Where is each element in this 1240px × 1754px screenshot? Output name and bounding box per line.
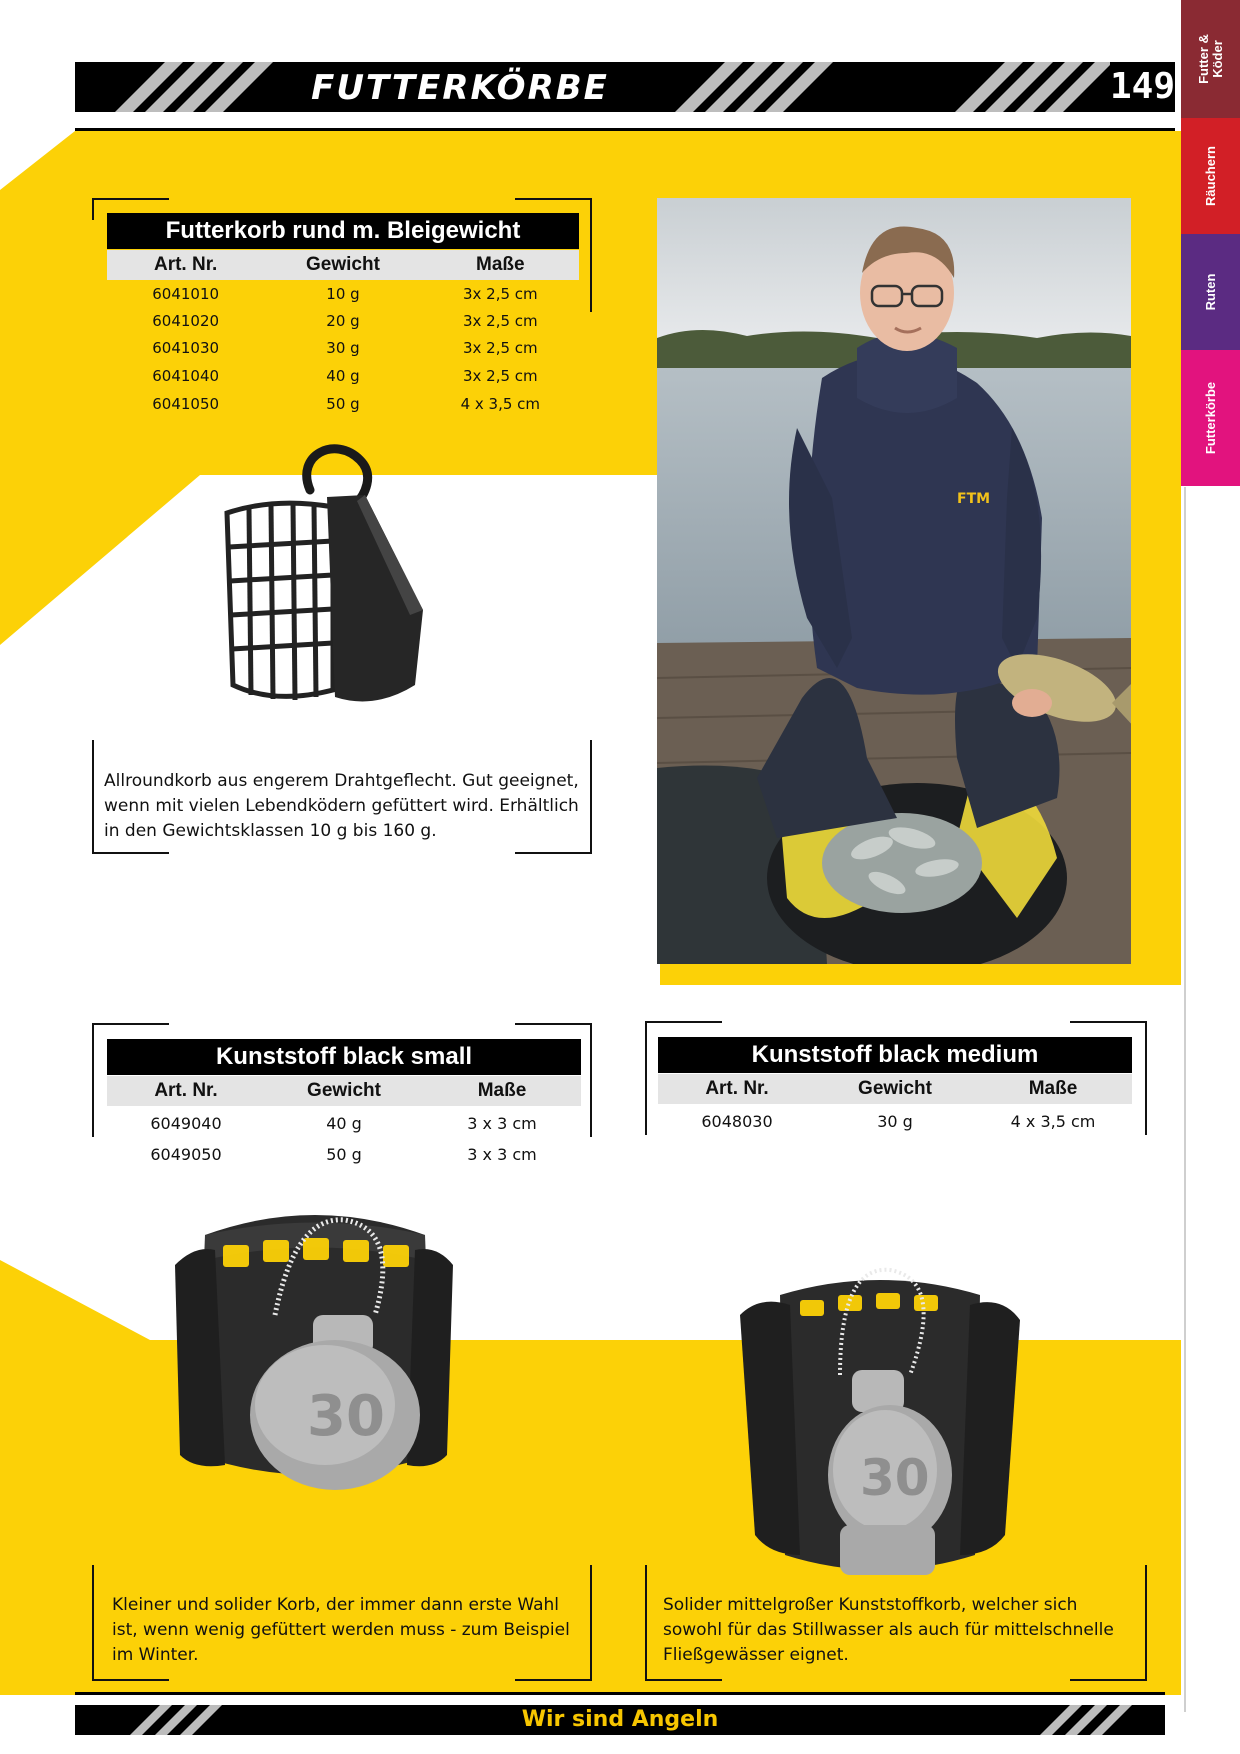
side-tab-ruten[interactable] [1181, 234, 1240, 350]
wire-feeder-image [215, 435, 455, 725]
small-table-header [107, 1076, 581, 1106]
cell-masse: 4 x 3,5 cm [1010, 1112, 1096, 1131]
table-row [107, 391, 579, 418]
cell-art-nr: 6041030 [152, 339, 220, 357]
medium-table-header [658, 1074, 1132, 1104]
round-table-title: Futterkorb rund m. Bleigewicht [107, 213, 579, 249]
cell-masse: 4 x 3,5 cm [460, 395, 541, 413]
cell-masse: 3 x 3 cm [467, 1114, 537, 1133]
side-tab-label: Ruten [1202, 273, 1218, 311]
cell-masse: 3x 2,5 cm [462, 339, 538, 357]
cell-gewicht: 40 g [326, 367, 360, 385]
table-row [107, 335, 579, 362]
description-line: Solider mittelgroßer Kunststoffkorb, welcher sich [663, 1595, 1078, 1615]
medium-table-title: Kunststoff black medium [658, 1037, 1132, 1073]
table-row [107, 1139, 581, 1170]
sinker-weight-label: 30 [860, 1449, 930, 1507]
cell-art-nr: 6048030 [701, 1112, 773, 1131]
page-title: FUTTERKÖRBE [311, 68, 609, 108]
round-description [104, 769, 594, 844]
column-header: Maße [477, 1080, 527, 1101]
table-row [107, 363, 579, 390]
plastic-feeder-small-image [175, 1205, 455, 1525]
cell-art-nr: 6041010 [152, 285, 220, 303]
table-row [107, 281, 579, 308]
cell-art-nr: 6049040 [150, 1114, 222, 1133]
footer-slogan: Wir sind Angeln [521, 1707, 719, 1732]
cell-gewicht: 50 g [326, 395, 360, 413]
side-tab-label: Futterkörbe [1202, 381, 1218, 455]
cell-art-nr: 6041020 [152, 312, 220, 330]
description-line: in den Gewichtsklassen 10 g bis 160 g. [104, 821, 437, 841]
column-header: Gewicht [306, 254, 380, 275]
table-row [658, 1106, 1132, 1137]
plastic-feeder-medium-image [740, 1265, 1020, 1595]
jacket-logo: FTM [957, 491, 991, 507]
description-line: Fließgewässer eignet. [663, 1645, 849, 1665]
cell-gewicht: 10 g [326, 285, 360, 303]
small-table-title: Kunststoff black small [107, 1039, 581, 1075]
side-rule [1184, 487, 1186, 1712]
column-header: Gewicht [858, 1078, 932, 1099]
column-header: Maße [476, 254, 525, 275]
description-line: Allroundkorb aus engerem Drahtgeflecht. Gut geeignet, [104, 771, 579, 791]
cell-masse: 3x 2,5 cm [462, 285, 538, 303]
side-tab-label: Futter & Köder [1195, 34, 1225, 84]
column-header: Art. Nr. [154, 1080, 218, 1101]
header-underline [75, 128, 1175, 131]
table-row [107, 1108, 581, 1139]
description-line: wenn mit vielen Lebendködern gefüttert wird. Erhältlich [104, 796, 579, 816]
cell-masse: 3x 2,5 cm [462, 367, 538, 385]
footer-line [75, 1692, 1165, 1695]
side-tab-futterkoerbe[interactable] [1181, 350, 1240, 486]
angler-photo [657, 198, 1131, 964]
description-line: im Winter. [112, 1645, 199, 1665]
cell-masse: 3 x 3 cm [467, 1145, 537, 1164]
cell-gewicht: 40 g [326, 1114, 362, 1133]
cell-masse: 3x 2,5 cm [462, 312, 538, 330]
column-header: Art. Nr. [705, 1078, 769, 1099]
side-tab-label: Räuchern [1202, 146, 1218, 206]
column-header: Maße [1028, 1078, 1078, 1099]
description-line: ist, wenn wenig gefüttert werden muss - zum Beispiel [112, 1620, 570, 1640]
round-table-header [107, 250, 579, 280]
sinker-weight-label: 30 [307, 1384, 385, 1449]
page-number: 149 [1110, 66, 1176, 107]
column-header: Gewicht [307, 1080, 381, 1101]
cell-gewicht: 30 g [877, 1112, 913, 1131]
cell-art-nr: 6041050 [152, 395, 220, 413]
description-line: sowohl für das Stillwasser als auch für mittelschnelle [663, 1620, 1114, 1640]
cell-gewicht: 20 g [326, 312, 360, 330]
column-header: Art. Nr. [153, 254, 218, 275]
cell-art-nr: 6049050 [150, 1145, 222, 1164]
small-description [112, 1593, 582, 1668]
side-tab-raeuchern[interactable] [1181, 118, 1240, 234]
medium-description [663, 1593, 1143, 1668]
table-row [107, 308, 579, 335]
cell-art-nr: 6041040 [152, 367, 220, 385]
description-line: Kleiner und solider Korb, der immer dann erste Wahl [112, 1595, 560, 1615]
side-tab-futter-koeder[interactable] [1181, 0, 1240, 118]
cell-gewicht: 50 g [326, 1145, 362, 1164]
cell-gewicht: 30 g [326, 339, 360, 357]
